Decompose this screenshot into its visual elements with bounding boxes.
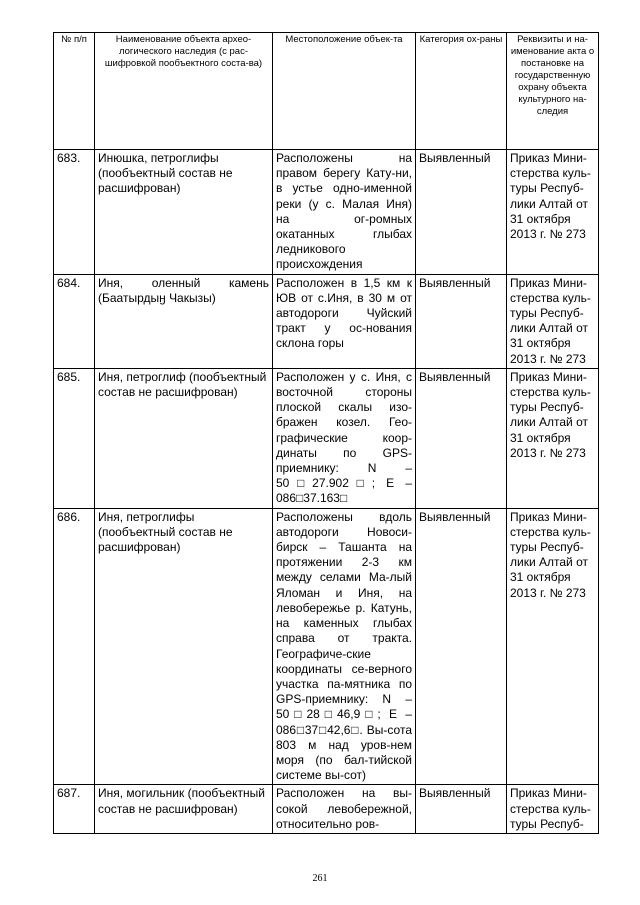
table-row [54, 274, 599, 368]
object-name: Иня, петроглифы (пообъектный состав не расшифрован) [95, 508, 273, 785]
row-number: 684. [54, 274, 95, 368]
act-details: Приказ Мини-стерства куль-туры Респуб- [507, 785, 599, 834]
protection-category: Выявленный [416, 368, 507, 508]
header-object-name: Наименование объекта архео-логического наследия (с рас-шифровкой пообъектного соста-ва) [95, 33, 273, 150]
protection-category: Выявленный [416, 150, 507, 275]
table-row [54, 150, 599, 275]
object-name: Иня, могильник (пообъектный состав не расшифрован) [95, 785, 273, 834]
table-header-row [54, 33, 599, 150]
object-name: Инюшка, петроглифы (пообъектный состав не расшифрован) [95, 150, 273, 275]
act-details: Приказ Мини-стерства куль-туры Респуб-лики Алтай от 31 октября 2013 г. № 273 [507, 368, 599, 508]
object-name: Иня, оленный камень (Баатырдыӈ Чакызы) [95, 274, 273, 368]
act-details: Приказ Мини-стерства куль-туры Респуб-лики Алтай от 31 октября 2013 г. № 273 [507, 150, 599, 275]
row-number: 683. [54, 150, 95, 275]
act-details: Приказ Мини-стерства куль-туры Респуб-лики Алтай от 31 октября 2013 г. № 273 [507, 508, 599, 785]
table-row [54, 508, 599, 785]
header-number: № п/п [54, 33, 95, 150]
row-number: 686. [54, 508, 95, 785]
header-act-details: Реквизиты и на-именование акта о постановке на государственную охрану объекта культурного на-следия [507, 33, 599, 150]
object-location: Расположены вдоль автодороги Новоси-бирск – Ташанта на протяжении 2-3 км между селами Ма-лый Яломан и Иня, на левобережье р. Катунь, на каменных глыбах справа от тракта. Географиче-ские координаты се-верного участка па-мятника по GPS-приемнику: N – 50□28□46,9□; E – 086□37□42,6□. Вы-сота 803 м над уров-нем моря (по бал-тийской системе вы-сот) [273, 508, 416, 785]
header-location: Местоположение объек-та [273, 33, 416, 150]
object-location: Расположен на вы-сокой левобережной, относительно ров- [273, 785, 416, 834]
protection-category: Выявленный [416, 274, 507, 368]
page-number: 261 [312, 873, 328, 884]
act-details: Приказ Мини-стерства куль-туры Респуб-лики Алтай от 31 октября 2013 г. № 273 [507, 274, 599, 368]
table-row [54, 785, 599, 834]
header-protection-category: Категория ох-раны [416, 33, 507, 150]
object-location: Расположены на правом берегу Кату-ни, в устье одно-именной реки (у с. Малая Иня) на ог-ромных окатанных глыбах ледникового происхождения [273, 150, 416, 275]
row-number: 687. [54, 785, 95, 834]
protection-category: Выявленный [416, 785, 507, 834]
object-name: Иня, петроглиф (пообъектный состав не расшифрован) [95, 368, 273, 508]
object-location: Расположен в 1,5 км к ЮВ от с.Иня, в 30 м от автодороги Чуйский тракт у ос-нования склона горы [273, 274, 416, 368]
object-location: Расположен у с. Иня, с восточной стороны плоской скалы изо-бражен козел. Гео-графические коор-динаты по GPS-приемнику: N – 50□27.902□; E – 086□37.163□ [273, 368, 416, 508]
table-row [54, 368, 599, 508]
heritage-registry-table [53, 32, 599, 834]
row-number: 685. [54, 368, 95, 508]
protection-category: Выявленный [416, 508, 507, 785]
